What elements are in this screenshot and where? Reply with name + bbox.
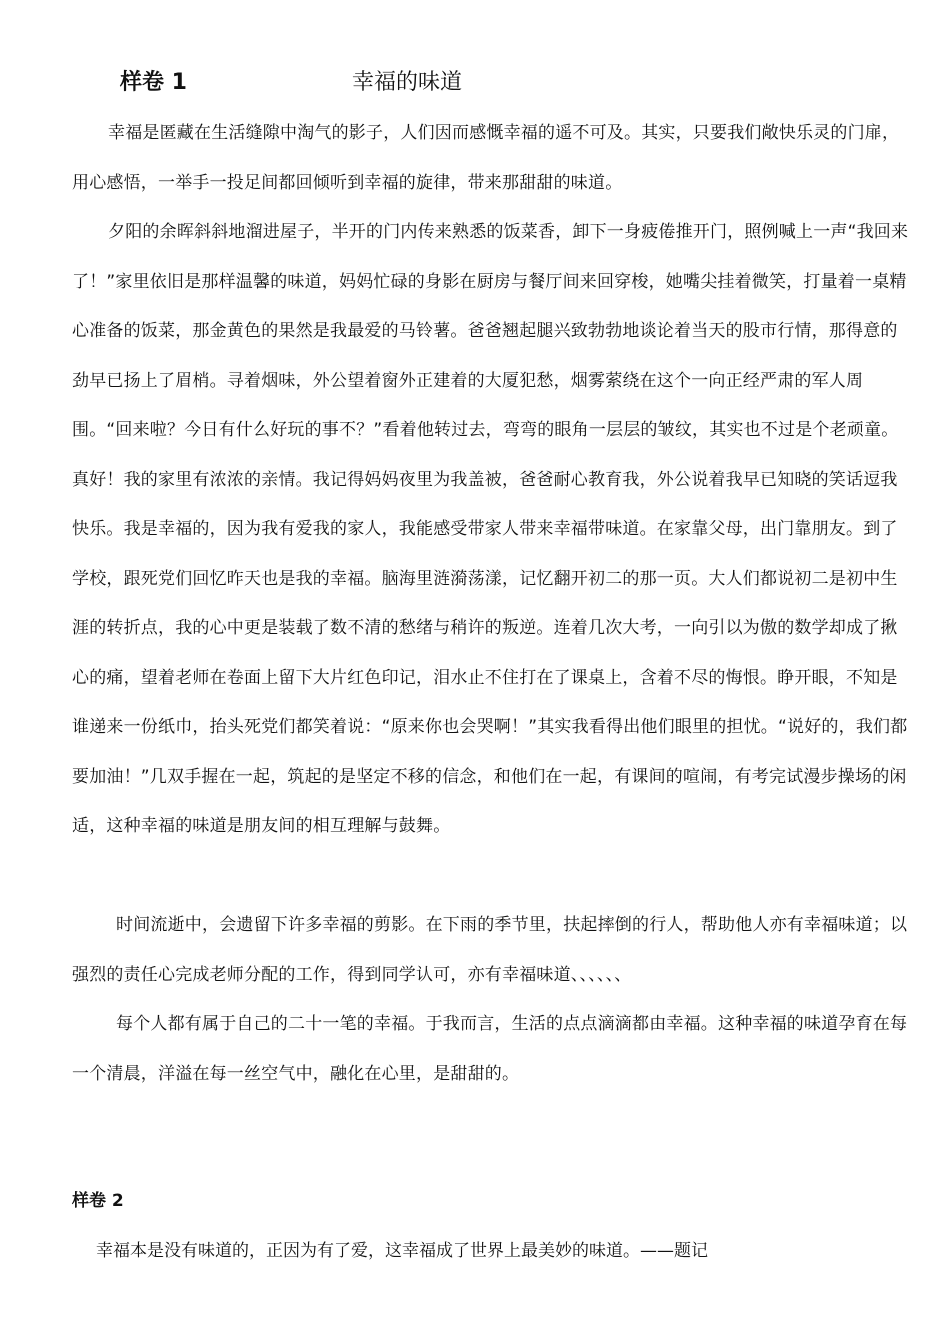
- sample2-label: 样卷 2: [72, 1191, 124, 1211]
- essay-title: 幸福的味道: [352, 70, 463, 95]
- sample1-label: 样卷 1: [120, 70, 187, 95]
- paragraph-2: 夕阳的余晖斜斜地溜进屋子，半开的门内传来熟悉的饭菜香，卸下一身疲倦推开门，照例喊上一声“我回来了！”家里依旧是那样温馨的味道，妈妈忙碌的身影在厨房与餐厅间来回穿梭，她嘴尖挂着微笑，打量着一桌精心准备的饭菜，那金黄色的果然是我最爱的马铃薯。爸爸翘起腿兴致勃勃地谈论着当天的股市行情，那得意的劲早已扬上了眉梢。寻着烟味，外公望着窗外正建着的大厦犯愁，烟雾萦绕在这个一向正经严肃的军人周围。“回来啦？今日有什么好玩的事不？”看着他转过去，弯弯的眼角一层层的皱纹，其实也不过是个老顽童。真好！我的家里有浓浓的亲情。我记得妈妈夜里为我盖被，爸爸耐心教育我，外公说着我早已知晓的笑话逗我快乐。我是幸福的，因为我有爱我的家人，我能感受带家人带来幸福带味道。在家靠父母，出门靠朋友。到了学校，跟死党们回忆昨天也是我的幸福。脑海里涟漪荡漾，记忆翻开初二的那一页。大人们都说初二是初中生涯的转折点，我的心中更是装载了数不清的愁绪与稍许的叛逆。连着几次大考，一向引以为傲的数学却成了揪心的痛，望着老师在卷面上留下大片红色印记，泪水止不住打在了课桌上，含着不尽的悔恨。睁开眼，不知是谁递来一份纸巾，抬头死党们都笑着说：“原来你也会哭啊！”其实我看得出他们眼里的担忧。“说好的，我们都要加油！”几双手握在一起，筑起的是坚定不移的信念，和他们在一起，有课间的喧闹，有考完试漫步操场的闲适，这种幸福的味道是朋友间的相互理解与鼓舞。: [72, 222, 909, 836]
- paragraph-4: 每个人都有属于自己的二十一笔的幸福。于我而言，生活的点点滴滴都由幸福。这种幸福的味道孕育在每一个清晨，洋溢在每一丝空气中，融化在心里，是甜甜的。: [72, 1014, 908, 1084]
- sample2-epigraph: 幸福本是没有味道的，正因为有了爱，这幸福成了世界上最美妙的味道。——题记: [96, 1241, 708, 1261]
- paragraph-3: 时间流逝中，会遗留下许多幸福的剪影。在下雨的季节里，扶起摔倒的行人，帮助他人亦有幸福味道；以强烈的责任心完成老师分配的工作，得到同学认可，亦有幸福味道、、、、、、: [72, 915, 908, 985]
- paragraph-1: 幸福是匿藏在生活缝隙中淘气的影子，人们因而感慨幸福的遥不可及。其实，只要我们敞快乐灵的门扉，用心感悟，一举手一投足间都回倾听到幸福的旋律，带来那甜甜的味道。: [72, 123, 900, 193]
- sample1-heading: [120, 68, 820, 98]
